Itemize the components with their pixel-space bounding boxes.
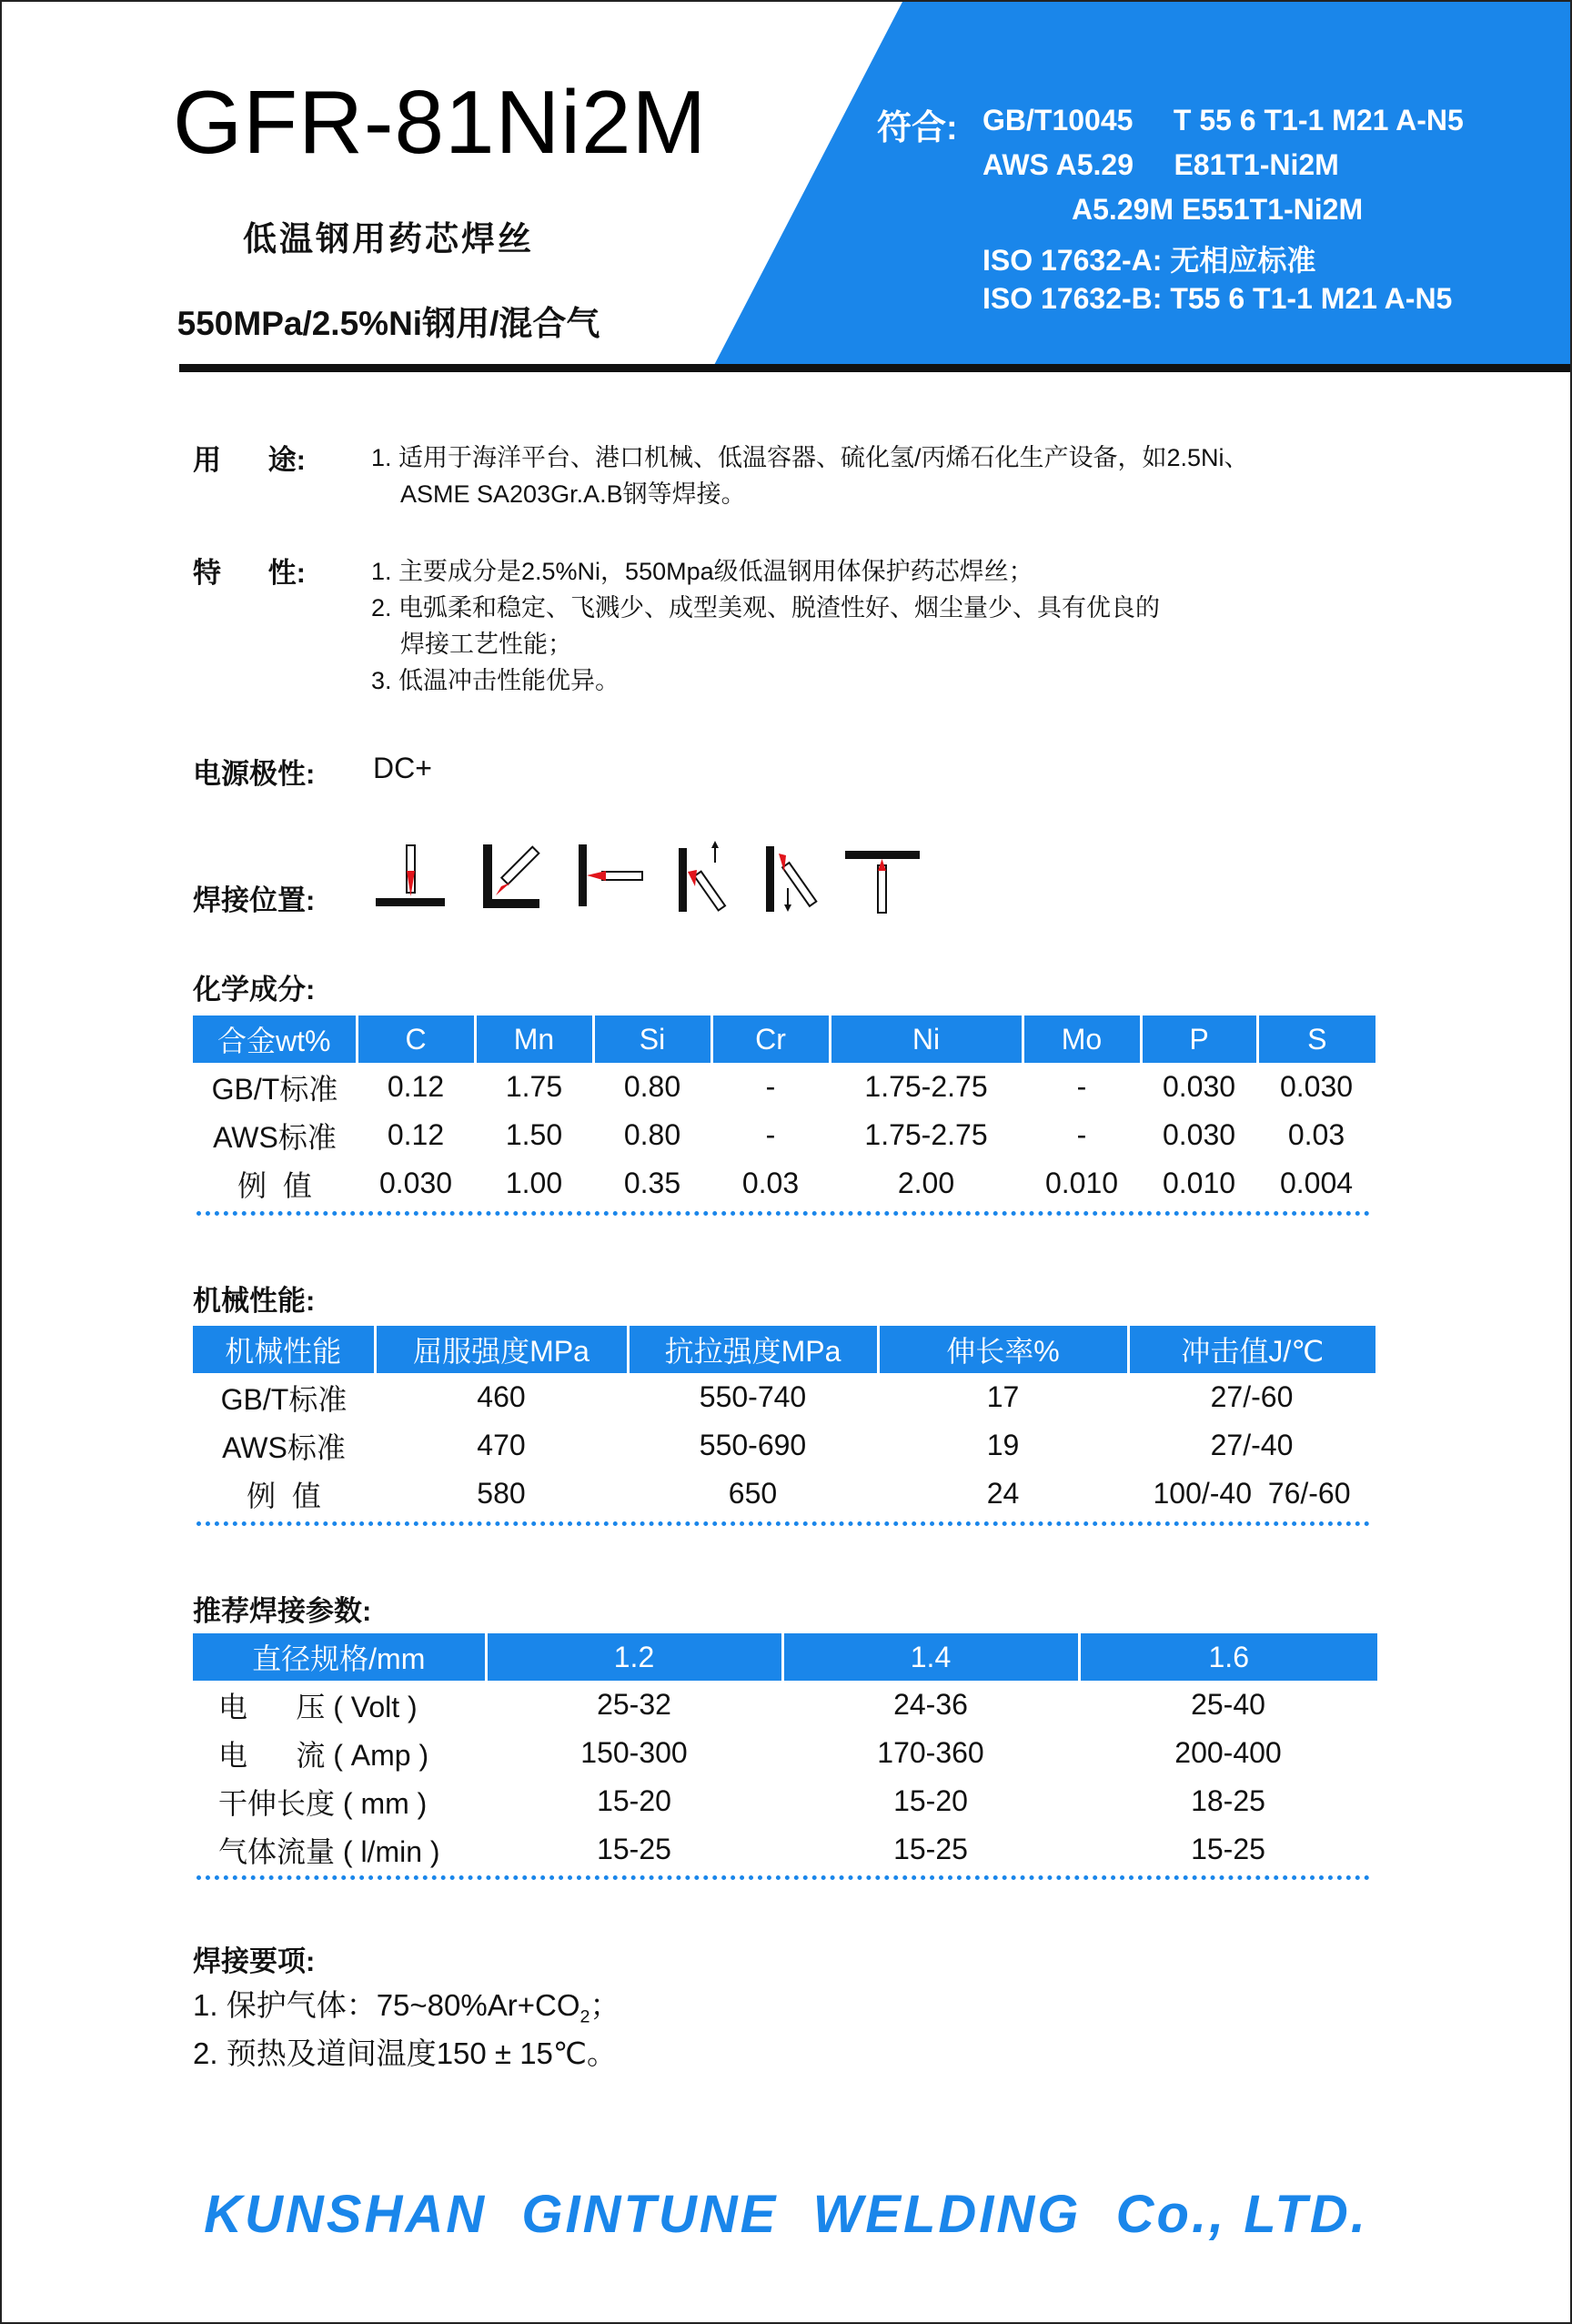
params-row-label: 干伸长度 ( mm ) [218, 1786, 428, 1820]
table-cell: 27/-40 [1210, 1429, 1294, 1461]
table-cell: 25-40 [1191, 1688, 1265, 1721]
table-cell: 0.03 [1287, 1118, 1345, 1151]
table-cell: 15-25 [597, 1833, 671, 1865]
chem-row-label: AWS标准 [213, 1120, 337, 1154]
chem-header-mo: Mo [1023, 1015, 1141, 1063]
standards-label: 符合: [877, 109, 958, 147]
vertical-up-position-icon [675, 839, 737, 914]
chem-header-ni: Ni [830, 1015, 1023, 1063]
features-line-1: 1. 主要成分是2.5%Ni，550Mpa级低温钢用体保护药芯焊丝； [371, 558, 1033, 585]
table-cell: 0.030 [1162, 1070, 1236, 1103]
table-cell: 0.010 [1162, 1167, 1236, 1199]
table-row [193, 1111, 1376, 1159]
flat-fillet-position-icon [371, 844, 449, 912]
chemistry-header-row [193, 1015, 1376, 1063]
notes-label: 焊接要项: [193, 1945, 316, 1977]
notes-line-1 [193, 1986, 620, 2037]
table-cell: 15-25 [893, 1833, 968, 1865]
chem-header-c: C [357, 1015, 475, 1063]
chemistry-label: 化学成分: [193, 974, 316, 1005]
notes-line-2: 2. 预热及道间温度150 ± 15℃。 [193, 2036, 617, 2070]
table-cell: 1.00 [505, 1167, 563, 1199]
table-cell: 0.12 [387, 1070, 445, 1103]
notes-line-1-subscript: 2 [579, 2006, 590, 2027]
table-cell: 650 [728, 1477, 778, 1510]
table-cell: 15-20 [893, 1784, 968, 1817]
table-cell: 0.010 [1044, 1167, 1119, 1199]
usage-line-2: ASME SA203Gr.A.B钢等焊接。 [400, 480, 746, 508]
params-header-1-2: 1.2 [486, 1633, 782, 1681]
mech-row-label: AWS标准 [222, 1430, 346, 1464]
table-cell: 27/-60 [1210, 1380, 1294, 1413]
mechanical-label: 机械性能: [193, 1285, 316, 1317]
table-cell: 550-690 [699, 1429, 807, 1461]
chem-header-mn: Mn [475, 1015, 593, 1063]
usage-label: 用 途: [193, 444, 306, 476]
table-row [193, 1063, 1376, 1111]
table-cell: 18-25 [1191, 1784, 1265, 1817]
table-cell: 19 [986, 1429, 1020, 1461]
table-cell: - [765, 1070, 776, 1103]
chem-header-alloy: 合金wt% [193, 1015, 357, 1063]
table-cell: 100/-40 76/-60 [1153, 1477, 1351, 1510]
features-line-2: 2. 电弧柔和稳定、飞溅少、成型美观、脱渣性好、烟尘量少、具有优良的 [371, 594, 1161, 621]
table-row [193, 1421, 1376, 1470]
params-row-label: 气体流量 ( l/min ) [218, 1834, 440, 1868]
table-cell: 24-36 [893, 1688, 968, 1721]
company-name: KUNSHAN GINTUNE WELDING Co., LTD. [204, 2185, 1368, 2244]
params-header-row [193, 1633, 1377, 1681]
vertical-down-position-icon [762, 841, 824, 915]
mech-header-property: 机械性能 [193, 1326, 375, 1373]
standard-iso-a: ISO 17632-A: 无相应标准 [982, 244, 1316, 277]
standard-gb: GB/T10045 T 55 6 T1-1 M21 A-N5 [982, 104, 1464, 136]
table-cell: 0.030 [1162, 1118, 1236, 1151]
features-label: 特 性: [193, 557, 306, 589]
chem-row-label: 例 值 [237, 1168, 312, 1202]
table-cell: 0.80 [623, 1070, 681, 1103]
table-cell: 200-400 [1174, 1736, 1282, 1769]
table-row [193, 1777, 1377, 1825]
table-cell: 0.004 [1279, 1167, 1354, 1199]
standard-aws: AWS A5.29 E81T1-Ni2M [982, 148, 1339, 181]
dotted-divider [196, 1875, 1370, 1880]
table-cell: 0.030 [378, 1167, 453, 1199]
table-cell: 0.35 [623, 1167, 681, 1199]
table-row [193, 1159, 1376, 1207]
mech-row-label: 例 值 [247, 1479, 321, 1512]
mech-header-elongation: 伸长率% [878, 1326, 1128, 1373]
horizontal-position-icon [575, 841, 648, 910]
table-cell: 2.00 [897, 1167, 955, 1199]
table-cell: 1.75-2.75 [864, 1070, 988, 1103]
params-header-1-4: 1.4 [782, 1633, 1079, 1681]
notes-line-1-text: 1. 保护气体：75~80%Ar+CO [193, 1988, 580, 2022]
notes-line-1-suffix: ； [590, 1988, 620, 2022]
product-subtitle-2: 550MPa/2.5%Ni钢用/混合气 [176, 305, 600, 342]
chemistry-table [193, 1015, 1376, 1207]
standard-aws-metric: A5.29M E551T1-Ni2M [1072, 193, 1364, 226]
chem-header-cr: Cr [711, 1015, 830, 1063]
features-line-4: 3. 低温冲击性能优异。 [371, 667, 620, 694]
dotted-divider [196, 1211, 1370, 1216]
table-cell: 0.030 [1279, 1070, 1354, 1103]
polarity-label: 电源极性: [193, 758, 316, 790]
table-cell: 24 [986, 1477, 1020, 1510]
table-cell: 1.75-2.75 [864, 1118, 988, 1151]
product-title: GFR-81Ni2M [173, 72, 708, 172]
table-cell: 17 [986, 1380, 1020, 1413]
params-row-label: 电 流 ( Amp ) [218, 1738, 429, 1772]
header-divider [179, 364, 1570, 372]
table-cell: 550-740 [699, 1380, 807, 1413]
features-line-3: 焊接工艺性能； [400, 631, 572, 658]
table-cell: 170-360 [877, 1736, 984, 1769]
product-subtitle: 低温钢用药芯焊丝 [243, 220, 534, 258]
table-cell: 15-25 [1191, 1833, 1265, 1865]
table-cell: 470 [477, 1429, 526, 1461]
table-row [193, 1825, 1377, 1874]
params-table [193, 1633, 1377, 1874]
params-row-label: 电 压 ( Volt ) [218, 1690, 418, 1723]
table-row [193, 1373, 1376, 1421]
table-cell: 0.12 [387, 1118, 445, 1151]
chem-row-label: GB/T标准 [211, 1072, 338, 1106]
mech-header-tensile: 抗拉强度MPa [628, 1326, 878, 1373]
standard-iso-b: ISO 17632-B: T55 6 T1-1 M21 A-N5 [982, 282, 1453, 315]
usage-line-1: 1. 适用于海洋平台、港口机械、低温容器、硫化氢/丙烯石化生产设备，如2.5Ni、 [371, 444, 1249, 471]
table-cell: - [1076, 1070, 1087, 1103]
table-cell: 1.50 [505, 1118, 563, 1151]
polarity-value: DC+ [373, 752, 432, 784]
params-header-1-6: 1.6 [1079, 1633, 1377, 1681]
mech-header-impact: 冲击值J/℃ [1128, 1326, 1376, 1373]
chem-header-si: Si [593, 1015, 711, 1063]
chem-header-s: S [1257, 1015, 1376, 1063]
overhead-position-icon [843, 844, 922, 916]
table-row [193, 1681, 1377, 1729]
table-cell: 15-20 [597, 1784, 671, 1817]
table-cell: 0.80 [623, 1118, 681, 1151]
table-cell: 1.75 [505, 1070, 563, 1103]
table-cell: 580 [477, 1477, 526, 1510]
params-header-diameter: 直径规格/mm [193, 1633, 486, 1681]
table-row [193, 1729, 1377, 1777]
table-cell: 25-32 [597, 1688, 671, 1721]
table-cell: 0.03 [741, 1167, 800, 1199]
table-cell: 460 [477, 1380, 526, 1413]
mech-row-label: GB/T标准 [220, 1382, 348, 1416]
params-label: 推荐焊接参数: [193, 1595, 372, 1627]
horizontal-fillet-position-icon [479, 841, 543, 912]
chem-header-p: P [1141, 1015, 1257, 1063]
table-cell: - [765, 1118, 776, 1151]
table-row [193, 1470, 1376, 1518]
mechanical-header-row [193, 1326, 1376, 1373]
dotted-divider [196, 1521, 1370, 1526]
table-cell: 150-300 [580, 1736, 688, 1769]
table-cell: - [1076, 1118, 1087, 1151]
mech-header-yield: 屈服强度MPa [375, 1326, 628, 1373]
mechanical-table [193, 1326, 1376, 1518]
positions-label: 焊接位置: [193, 884, 316, 916]
